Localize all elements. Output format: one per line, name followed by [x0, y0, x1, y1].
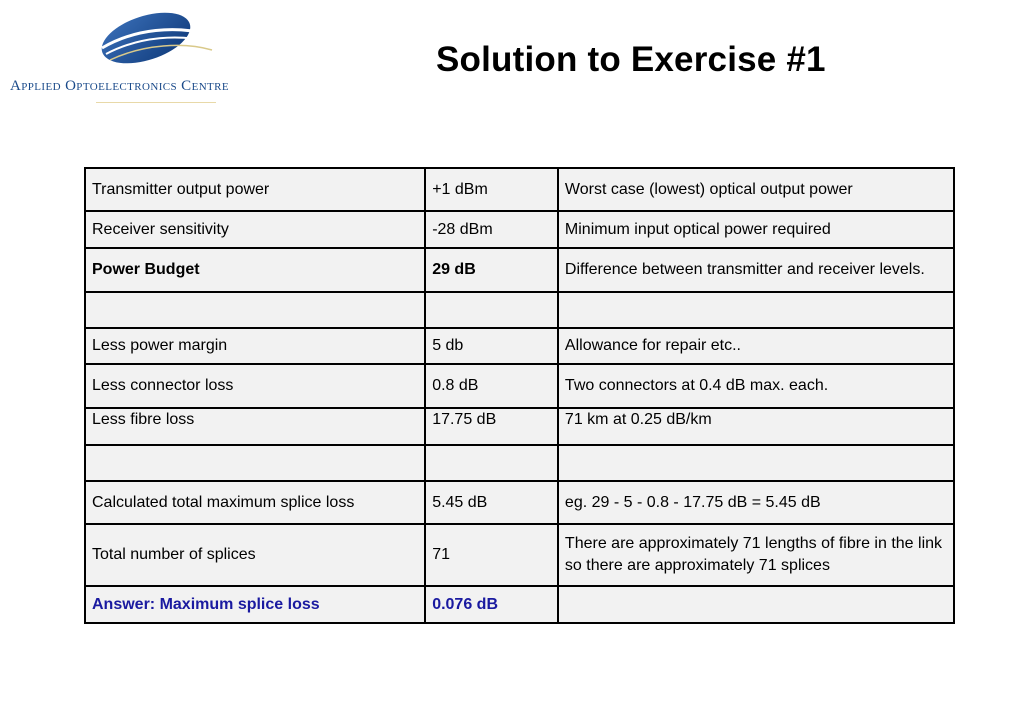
row-label: Less connector loss [85, 364, 425, 408]
logo [8, 8, 298, 108]
row-label: Less fibre loss [85, 408, 425, 445]
logo-divider [96, 102, 216, 103]
table-row [85, 328, 954, 364]
table-row [85, 168, 954, 211]
row-note: eg. 29 - 5 - 0.8 - 17.75 dB = 5.45 dB [558, 481, 954, 524]
table-row [85, 248, 954, 292]
row-value: 17.75 dB [425, 408, 558, 445]
slide-title: Solution to Exercise #1 [436, 40, 826, 79]
table-row [85, 211, 954, 248]
table-row [85, 445, 954, 481]
row-value: 71 [425, 524, 558, 586]
row-value [425, 445, 558, 481]
row-note: Allowance for repair etc.. [558, 328, 954, 364]
power-budget-table [84, 167, 955, 624]
row-note: 71 km at 0.25 dB/km [558, 408, 954, 445]
row-label: Transmitter output power [85, 168, 425, 211]
table-row [85, 364, 954, 408]
row-note: Minimum input optical power required [558, 211, 954, 248]
row-label: Calculated total maximum splice loss [85, 481, 425, 524]
row-label [85, 445, 425, 481]
row-label: Total number of splices [85, 524, 425, 586]
row-note [558, 292, 954, 328]
row-value: 0.8 dB [425, 364, 558, 408]
logo-org-name: Applied Optoelectronics Centre [10, 78, 230, 94]
row-label: Receiver sensitivity [85, 211, 425, 248]
table-row [85, 524, 954, 586]
row-note: Worst case (lowest) optical output power [558, 168, 954, 211]
answer-label: Answer: Maximum splice loss [85, 586, 425, 623]
row-label: Power Budget [85, 248, 425, 292]
row-value: +1 dBm [425, 168, 558, 211]
table-row [85, 292, 954, 328]
row-note [558, 445, 954, 481]
row-value: 5 db [425, 328, 558, 364]
row-value: -28 dBm [425, 211, 558, 248]
table-row [85, 481, 954, 524]
row-note: Difference between transmitter and receiver levels. [558, 248, 954, 292]
row-note: There are approximately 71 lengths of fibre in the link so there are approximately 71 splices [558, 524, 954, 586]
answer-value: 0.076 dB [425, 586, 558, 623]
table-row [85, 408, 954, 445]
row-value [425, 292, 558, 328]
swoosh-globe-logo-icon [96, 8, 216, 78]
row-value: 29 dB [425, 248, 558, 292]
row-value: 5.45 dB [425, 481, 558, 524]
row-note: Two connectors at 0.4 dB max. each. [558, 364, 954, 408]
row-label: Less power margin [85, 328, 425, 364]
table-row [85, 586, 954, 623]
row-note [558, 586, 954, 623]
row-label [85, 292, 425, 328]
